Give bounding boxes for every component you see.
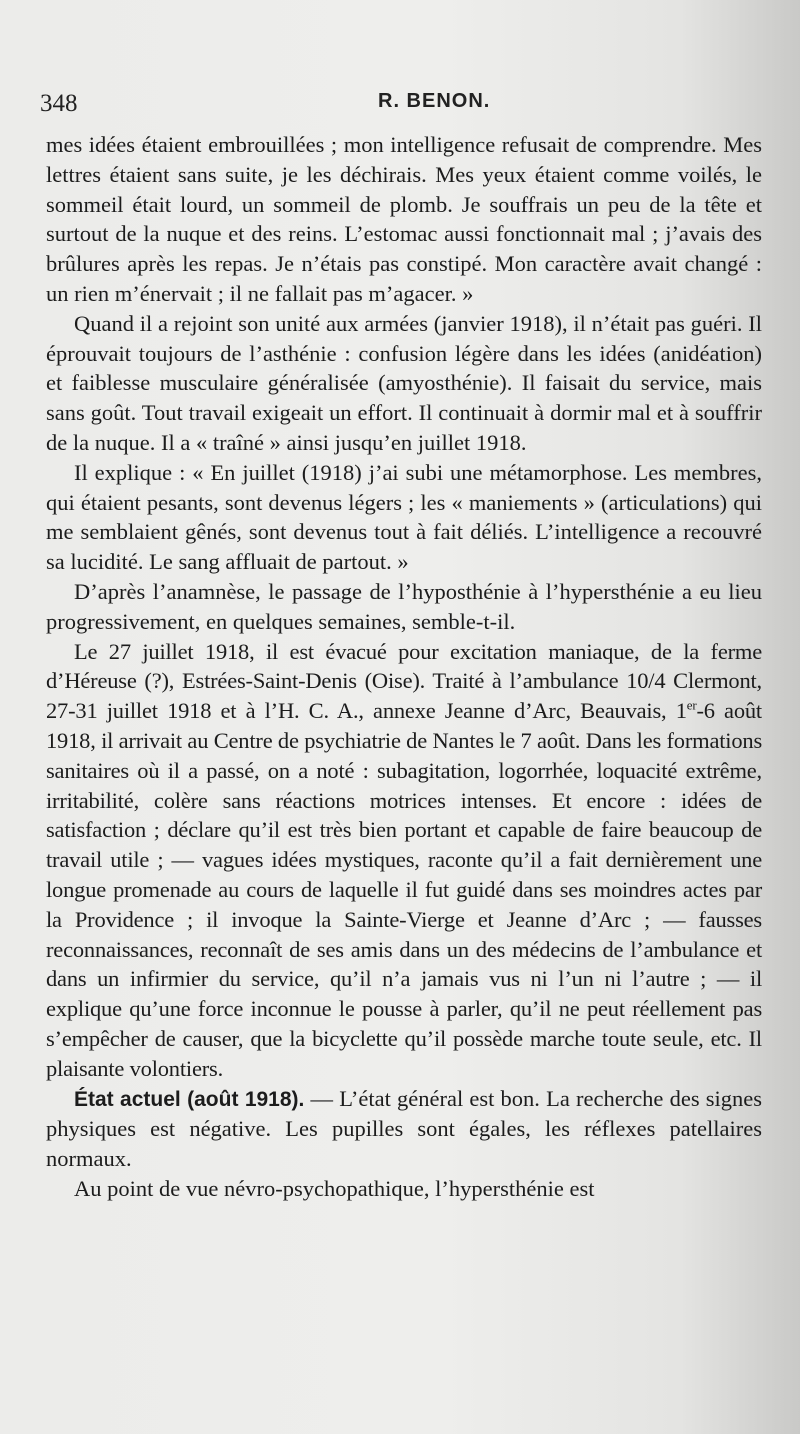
body-text <box>46 130 762 1204</box>
running-head: R. BENON. <box>378 90 491 112</box>
ordinal-superscript: er <box>686 697 697 713</box>
current-state-text: — L’état général est bon. La recherche des signes physiques est négative. Les pupilles sont égales, les réflexes patellaires normaux. <box>46 1085 762 1172</box>
paragraph-neuro-psychopathic: Au point de vue névro-psychopathique, l’hypersthénie est <box>74 1175 595 1201</box>
paragraph-anamnesis: D’après l’anamnèse, le passage de l’hyposthénie à l’hypersthénie a eu lieu progressivement, en quelques semaines, semble-t-il. <box>46 578 762 634</box>
paragraph-evacuation <box>46 637 762 1084</box>
paragraph-quote-continuation: mes idées étaient embrouillées ; mon intelligence refusait de comprendre. Mes lettres étaient sans suite, je les déchirais. Mes yeux étaient comme voilés, le sommeil était lourd, un sommeil de plomb. Je souffrais un peu de la tête et surtout de la nuque et des reins. L’estomac aussi fonctionnait mal ; j’avais des brûlures après les repas. Je n’étais pas constipé. Mon caractère avait changé : un rien m’énervait ; il ne fallait pas m’agacer. » <box>46 132 762 306</box>
paragraph-return-to-army: Quand il a rejoint son unité aux armées (janvier 1918), il n’était pas guéri. Il éprouvait toujours de l’asthénie : confusion légère dans les idées (anidéation) et faiblesse musculaire généralisée (amyosthénie). Il faisait du service, mais sans goût. Tout travail exigeait un effort. Il continuait à dormir mal et à souffrir de la nuque. Il a « traîné » ainsi jusqu’en juillet 1918. <box>46 310 762 455</box>
section-heading: État actuel (août 1918). <box>74 1087 305 1111</box>
paragraph-metamorphosis: Il explique : « En juillet (1918) j’ai subi une métamorphose. Les membres, qui étaient pesants, sont devenus légers ; les « maniements » (articulations) qui me semblaient gênés, sont devenus tout à fait déliés. L’intelligence a recouvré sa lucidité. Le sang affluait de partout. » <box>46 459 762 575</box>
evacuation-text-start: Le 27 juillet 1918, il est évacué pour excitation maniaque, de la ferme d’Héreuse (?), Estrées-Saint-Denis (Oise). Traité à l’ambulance 10/4 Clermont, 27-31 juillet 1918 et à l’H. C. A., annexe Jeanne d’Arc, Beauvais, 1 <box>46 638 762 724</box>
paragraph-current-state <box>46 1084 762 1174</box>
evacuation-text-end: -6 août 1918, il arrivait au Centre de psychiatrie de Nantes le 7 août. Dans les formations sanitaires où il a passé, on a noté : subagitation, logorrhée, loquacité extrême, irritabilité, colère sans réactions motrices intenses. Et encore : idées de satisfaction ; déclare qu’il est très bien portant et capable de faire beaucoup de travail utile ; — vagues idées mystiques, raconte qu’il a fait dernièrement une longue promenade au cours de laquelle il fut guidé dans ses moindres actes par la Providence ; il invoque la Sainte-Vierge et Jeanne d’Arc ; — fausses reconnaissances, reconnaît de ses amis dans un des médecins de l’ambulance et dans un infirmier du service, qu’il n’a jamais vus ni l’un ni l’autre ; — il explique qu’une force inconnue le pousse à parler, qu’il ne peut réellement pas s’empêcher de causer, que la bicyclette qu’il possède marche toute seule, etc. Il plaisante volontiers. <box>46 698 762 1081</box>
page-header <box>40 86 760 126</box>
page-number: 348 <box>40 90 78 117</box>
